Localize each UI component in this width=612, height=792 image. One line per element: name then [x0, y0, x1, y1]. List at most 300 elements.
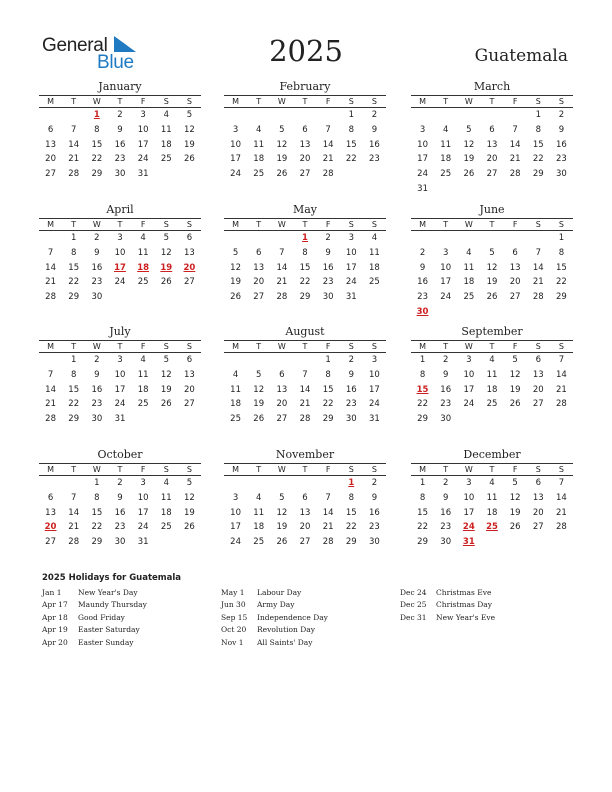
- day-cell: 1: [348, 110, 354, 121]
- day-cell: 29: [299, 292, 311, 303]
- day-cell: 27: [45, 537, 56, 548]
- empty-cell: [224, 231, 247, 246]
- day-cell: 23: [440, 522, 452, 533]
- week-row: [411, 520, 573, 535]
- logo-text-general: General: [42, 35, 108, 56]
- day-cell: 24: [230, 169, 241, 180]
- week-row: [411, 535, 573, 550]
- day-cell: 11: [486, 493, 498, 504]
- day-cell: 18: [230, 399, 241, 410]
- day-cell: 29: [68, 414, 80, 425]
- holiday-row: [221, 637, 328, 649]
- weekday-header: T: [247, 341, 270, 353]
- weekday-header: W: [85, 341, 108, 353]
- empty-cell: [434, 231, 457, 246]
- weekday-header: T: [434, 341, 457, 353]
- day-cell: 20: [532, 507, 544, 518]
- holiday-name: Christmas Day: [436, 600, 492, 610]
- empty-cell: [480, 535, 503, 550]
- day-cell: 8: [419, 493, 426, 504]
- day-cell: 3: [117, 233, 123, 244]
- day-cell: 17: [345, 262, 357, 273]
- day-cell: 13: [299, 139, 311, 150]
- holidays-title: 2025 Holidays for Guatemala: [42, 573, 182, 583]
- weekday-header: M: [224, 464, 247, 476]
- weekday-header: F: [132, 464, 155, 476]
- day-cell: 4: [443, 125, 449, 136]
- day-cell: 21: [532, 277, 544, 288]
- day-cell: 12: [253, 384, 265, 395]
- day-cell: 16: [91, 262, 103, 273]
- weekday-header: W: [457, 219, 480, 231]
- day-cell: 21: [45, 277, 56, 288]
- day-cell: 26: [160, 277, 172, 288]
- day-cell: 11: [137, 248, 149, 259]
- week-row: [39, 152, 201, 167]
- weekday-header: T: [62, 96, 85, 108]
- day-cell: 29: [322, 414, 334, 425]
- day-cell: 5: [163, 355, 169, 366]
- holiday-row: [42, 599, 147, 611]
- weekday-header: M: [411, 96, 434, 108]
- day-cell: 24: [137, 154, 149, 165]
- day-cell: 4: [256, 493, 262, 504]
- weekday-header: T: [480, 96, 503, 108]
- day-cell: 2: [117, 110, 123, 121]
- day-cell: 30: [345, 414, 357, 425]
- empty-cell: [527, 412, 550, 427]
- day-cell: 20: [509, 277, 521, 288]
- weekday-header: T: [480, 341, 503, 353]
- weekday-header: S: [178, 341, 201, 353]
- month-table: [224, 463, 386, 549]
- week-row: [224, 491, 386, 506]
- week-row: [224, 290, 386, 305]
- day-cell: 28: [532, 292, 544, 303]
- week-row: [224, 108, 386, 123]
- empty-cell: [550, 304, 573, 319]
- day-cell: 20: [276, 399, 288, 410]
- day-cell: 10: [369, 370, 380, 381]
- day-cell: 7: [279, 248, 285, 259]
- holiday-date: Oct 20: [221, 625, 247, 635]
- week-row: [411, 290, 573, 305]
- day-cell: 18: [486, 507, 498, 518]
- empty-cell: [550, 412, 573, 427]
- holiday-date: Dec 25: [400, 600, 427, 610]
- week-row: [39, 520, 201, 535]
- day-cell: 25: [230, 414, 241, 425]
- month-march: [411, 79, 573, 196]
- holiday-name: Christmas Eve: [436, 588, 492, 597]
- day-cell: 12: [184, 493, 195, 504]
- day-cell: 3: [232, 493, 239, 504]
- day-cell: 6: [535, 478, 541, 489]
- holiday-day-cell: 25: [486, 522, 498, 533]
- day-cell: 3: [466, 478, 472, 489]
- day-cell: 10: [463, 493, 475, 504]
- day-cell: 12: [184, 125, 195, 136]
- day-cell: 23: [114, 154, 126, 165]
- empty-cell: [527, 304, 550, 319]
- day-cell: 12: [509, 370, 521, 381]
- holiday-name: All Saints' Day: [257, 637, 313, 647]
- day-cell: 14: [68, 139, 80, 150]
- day-cell: 2: [94, 233, 100, 244]
- day-cell: 9: [117, 493, 123, 504]
- week-row: [39, 275, 201, 290]
- day-cell: 14: [556, 370, 567, 381]
- day-cell: 12: [463, 139, 475, 150]
- day-cell: 29: [345, 537, 357, 548]
- weekday-header: T: [108, 341, 131, 353]
- day-cell: 8: [348, 493, 354, 504]
- day-cell: 9: [443, 493, 449, 504]
- weekday-header: T: [247, 96, 270, 108]
- month-february: [224, 79, 386, 181]
- day-cell: 22: [68, 277, 80, 288]
- empty-cell: [527, 181, 550, 196]
- day-cell: 1: [419, 355, 426, 366]
- day-cell: 9: [94, 248, 100, 259]
- day-cell: 16: [114, 507, 126, 518]
- empty-cell: [504, 181, 527, 196]
- day-cell: 6: [279, 370, 285, 381]
- weekday-header: M: [224, 219, 247, 231]
- day-cell: 10: [114, 248, 126, 259]
- day-cell: 23: [369, 522, 380, 533]
- holiday-day-cell: 1: [348, 478, 355, 489]
- empty-cell: [293, 353, 316, 368]
- day-cell: 26: [463, 169, 475, 180]
- holiday-day-cell: 15: [416, 384, 429, 395]
- weekday-header: F: [317, 341, 340, 353]
- day-cell: 31: [137, 537, 149, 548]
- day-cell: 26: [253, 414, 265, 425]
- empty-cell: [39, 476, 62, 491]
- day-cell: 2: [325, 233, 331, 244]
- empty-cell: [224, 476, 247, 491]
- day-cell: 19: [486, 277, 498, 288]
- week-row: [39, 108, 201, 123]
- day-cell: 22: [345, 522, 357, 533]
- day-cell: 14: [509, 139, 521, 150]
- day-cell: 3: [348, 233, 354, 244]
- holiday-row: [42, 612, 147, 624]
- weekday-header: T: [434, 96, 457, 108]
- month-name: October: [97, 448, 143, 461]
- day-cell: 20: [486, 154, 498, 165]
- weekday-header: W: [457, 341, 480, 353]
- day-cell: 20: [532, 384, 544, 395]
- day-cell: 13: [253, 262, 265, 273]
- empty-cell: [108, 290, 131, 305]
- day-cell: 28: [556, 522, 567, 533]
- month-table: [39, 463, 201, 549]
- day-cell: 22: [91, 522, 103, 533]
- day-cell: 7: [558, 355, 565, 366]
- day-cell: 10: [463, 370, 475, 381]
- week-row: [224, 167, 386, 182]
- day-cell: 3: [419, 125, 426, 136]
- day-cell: 10: [114, 370, 126, 381]
- day-cell: 13: [184, 248, 195, 259]
- day-cell: 28: [509, 169, 521, 180]
- weekday-header: S: [363, 96, 386, 108]
- day-cell: 18: [160, 139, 172, 150]
- empty-cell: [457, 304, 480, 319]
- empty-cell: [62, 476, 85, 491]
- holiday-day-cell: 24: [462, 522, 475, 533]
- day-cell: 16: [369, 139, 380, 150]
- day-cell: 28: [556, 399, 567, 410]
- month-table: [411, 463, 573, 549]
- day-cell: 16: [417, 277, 428, 288]
- empty-cell: [39, 231, 62, 246]
- day-cell: 17: [230, 522, 241, 533]
- weekday-header: T: [62, 219, 85, 231]
- day-cell: 28: [276, 292, 288, 303]
- day-cell: 3: [140, 110, 146, 121]
- day-cell: 17: [417, 154, 428, 165]
- week-row: [39, 505, 201, 520]
- holiday-day-cell: 1: [302, 233, 308, 244]
- day-cell: 4: [140, 233, 146, 244]
- empty-cell: [270, 476, 293, 491]
- day-cell: 8: [558, 248, 565, 259]
- day-cell: 12: [230, 262, 241, 273]
- day-cell: 9: [348, 370, 354, 381]
- day-cell: 16: [369, 507, 380, 518]
- day-cell: 4: [140, 355, 146, 366]
- day-cell: 4: [256, 125, 262, 136]
- day-cell: 25: [160, 522, 172, 533]
- day-cell: 4: [371, 233, 378, 244]
- day-cell: 20: [299, 522, 311, 533]
- weekday-header: T: [434, 464, 457, 476]
- week-row: [224, 382, 386, 397]
- day-cell: 12: [509, 493, 521, 504]
- day-cell: 7: [71, 493, 77, 504]
- empty-cell: [434, 108, 457, 123]
- day-cell: 5: [512, 478, 518, 489]
- empty-cell: [457, 181, 480, 196]
- weekday-header: S: [527, 96, 550, 108]
- month-june: [411, 202, 573, 319]
- day-cell: 15: [68, 384, 80, 395]
- day-cell: 5: [489, 248, 495, 259]
- weekday-header: F: [504, 219, 527, 231]
- weekday-header: S: [527, 464, 550, 476]
- empty-cell: [155, 167, 178, 182]
- day-cell: 9: [443, 370, 449, 381]
- day-cell: 18: [253, 154, 265, 165]
- day-cell: 31: [137, 169, 149, 180]
- weekday-header: T: [108, 219, 131, 231]
- empty-cell: [457, 108, 480, 123]
- day-cell: 14: [45, 262, 56, 273]
- day-cell: 16: [114, 139, 126, 150]
- day-cell: 6: [186, 233, 193, 244]
- holiday-name: Easter Sunday: [78, 637, 134, 647]
- month-table: [39, 95, 201, 181]
- weekday-header: S: [155, 219, 178, 231]
- weekday-header: S: [550, 219, 573, 231]
- day-cell: 10: [230, 507, 241, 518]
- holiday-row: [42, 637, 147, 649]
- weekday-header: S: [363, 341, 386, 353]
- day-cell: 22: [91, 154, 103, 165]
- empty-cell: [504, 412, 527, 427]
- week-row: [224, 520, 386, 535]
- week-row: [39, 353, 201, 368]
- weekday-header: S: [155, 464, 178, 476]
- holiday-date: Apr 18: [42, 612, 68, 622]
- empty-cell: [411, 108, 434, 123]
- empty-cell: [178, 535, 201, 550]
- weekday-header: M: [39, 219, 62, 231]
- weekday-header: M: [39, 341, 62, 353]
- empty-cell: [480, 181, 503, 196]
- weekday-header: T: [480, 219, 503, 231]
- empty-cell: [155, 412, 178, 427]
- holiday-date: Nov 1: [221, 637, 244, 647]
- weekday-header: T: [108, 464, 131, 476]
- day-cell: 16: [440, 384, 452, 395]
- day-cell: 13: [486, 139, 498, 150]
- day-cell: 14: [276, 262, 288, 273]
- holiday-column: [400, 587, 495, 624]
- day-cell: 4: [466, 248, 472, 259]
- day-cell: 28: [68, 537, 80, 548]
- day-cell: 25: [486, 399, 498, 410]
- day-cell: 15: [345, 507, 357, 518]
- day-cell: 27: [532, 399, 544, 410]
- week-row: [39, 535, 201, 550]
- day-cell: 12: [276, 507, 288, 518]
- weekday-header: S: [527, 219, 550, 231]
- day-cell: 26: [160, 399, 172, 410]
- day-cell: 8: [419, 370, 426, 381]
- month-july: [39, 324, 201, 426]
- day-cell: 30: [556, 169, 567, 180]
- empty-cell: [457, 231, 480, 246]
- month-table: [224, 340, 386, 426]
- day-cell: 26: [509, 522, 521, 533]
- day-cell: 14: [532, 262, 544, 273]
- week-row: [224, 260, 386, 275]
- empty-cell: [62, 108, 85, 123]
- weekday-header: M: [224, 341, 247, 353]
- day-cell: 12: [276, 139, 288, 150]
- day-cell: 7: [325, 125, 331, 136]
- day-cell: 13: [276, 384, 288, 395]
- day-cell: 15: [345, 139, 357, 150]
- day-cell: 28: [45, 414, 56, 425]
- day-cell: 28: [322, 537, 334, 548]
- day-cell: 25: [463, 292, 475, 303]
- day-cell: 18: [160, 507, 172, 518]
- day-cell: 25: [369, 277, 380, 288]
- day-cell: 26: [276, 537, 288, 548]
- week-row: [39, 260, 201, 275]
- day-cell: 10: [137, 493, 149, 504]
- day-cell: 11: [440, 139, 452, 150]
- day-cell: 22: [556, 277, 567, 288]
- day-cell: 8: [71, 248, 77, 259]
- day-cell: 24: [345, 277, 357, 288]
- day-cell: 31: [369, 414, 380, 425]
- holiday-name: Labour Day: [257, 588, 302, 597]
- holiday-day-cell: 18: [137, 262, 150, 273]
- day-cell: 26: [509, 399, 521, 410]
- day-cell: 17: [137, 139, 149, 150]
- day-cell: 17: [230, 154, 241, 165]
- day-cell: 10: [230, 139, 241, 150]
- day-cell: 13: [299, 507, 311, 518]
- holiday-name: Good Friday: [78, 612, 125, 622]
- day-cell: 26: [276, 169, 288, 180]
- week-row: [411, 181, 573, 196]
- empty-cell: [132, 290, 155, 305]
- day-cell: 24: [440, 292, 452, 303]
- day-cell: 29: [417, 414, 428, 425]
- day-cell: 23: [114, 522, 126, 533]
- weekday-header: W: [85, 219, 108, 231]
- holiday-date: May 1: [221, 588, 245, 597]
- day-cell: 27: [184, 277, 195, 288]
- day-cell: 11: [253, 507, 265, 518]
- day-cell: 26: [486, 292, 498, 303]
- empty-cell: [411, 231, 434, 246]
- day-cell: 12: [160, 248, 172, 259]
- empty-cell: [155, 290, 178, 305]
- day-cell: 26: [230, 292, 241, 303]
- day-cell: 17: [463, 384, 475, 395]
- day-cell: 15: [91, 139, 103, 150]
- day-cell: 13: [532, 493, 544, 504]
- day-cell: 15: [556, 262, 567, 273]
- day-cell: 9: [371, 493, 378, 504]
- day-cell: 3: [117, 355, 123, 366]
- day-cell: 21: [509, 154, 521, 165]
- week-row: [39, 246, 201, 261]
- week-row: [224, 123, 386, 138]
- day-cell: 5: [512, 355, 518, 366]
- holiday-row: [400, 612, 495, 624]
- week-row: [39, 137, 201, 152]
- empty-cell: [434, 181, 457, 196]
- day-cell: 11: [160, 493, 172, 504]
- day-cell: 7: [325, 493, 331, 504]
- day-cell: 1: [325, 355, 331, 366]
- week-row: [39, 397, 201, 412]
- month-table: [411, 340, 573, 426]
- week-row: [224, 353, 386, 368]
- month-october: [39, 447, 201, 549]
- day-cell: 19: [160, 384, 172, 395]
- weekday-header: T: [62, 341, 85, 353]
- holiday-date: Jun 30: [221, 600, 246, 610]
- day-cell: 19: [253, 399, 265, 410]
- holiday-row: [221, 587, 328, 599]
- day-cell: 27: [184, 399, 195, 410]
- weekday-header: F: [132, 96, 155, 108]
- day-cell: 14: [68, 507, 80, 518]
- weekday-header: F: [317, 96, 340, 108]
- week-row: [411, 382, 573, 397]
- day-cell: 8: [325, 370, 331, 381]
